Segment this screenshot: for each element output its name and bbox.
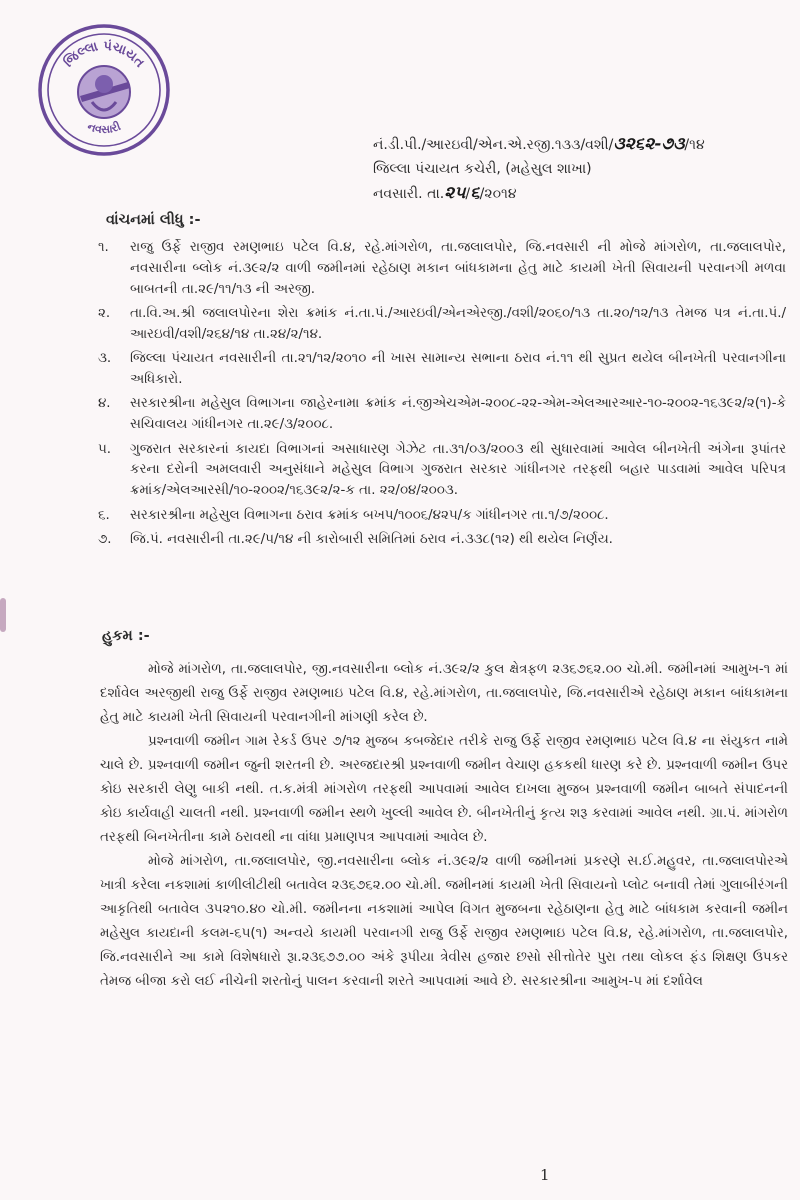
- reference-text: સરકારશ્રીના મહેસુલ વિભાગના ઠરાવ ક્રમાંક બખપ/૧૦૦૬/૪૨૫/ક ગાંધીનગર તા.૧/૭/૨૦૦૮.: [130, 507, 609, 523]
- ref-prefix: નં.ડી.પી./આરઇવી/એન.એ.રજી.૧૩૩/વશી/: [373, 137, 614, 153]
- order-body: [100, 658, 788, 994]
- reference-number-label: ૫.: [98, 441, 112, 457]
- seal-bottom-text: નવસારી: [85, 119, 123, 137]
- reference-text: તા.વિ.અ.શ્રી જલાલપોરના શેરા ક્રમાંક નં.તા.પં./આરઇવી/એનએરજી./વશી/૨૦૬૦/૧૩ તા.૨૦/૧૨/૧૩ તેમજ પત્ર નં.તા.પં./આરઇવી/વશી/૨૬૪/૧૪ તા.૨૪/૨/૧૪.: [130, 305, 786, 342]
- reference-number-label: ૭.: [98, 531, 112, 547]
- order-section-title: હુકમ :-: [102, 628, 150, 644]
- reference-text: જિલ્લા પંચાયત નવસારીની તા.૨૧/૧૨/૨૦૧૦ ની ખાસ સામાન્ય સભાના ઠરાવ નં.૧૧ થી સુપ્રત થયેલ બીનખેતી પરવાનગીના અધિકારો.: [130, 351, 786, 387]
- read-section-title: વાંચનમાં લીધુ :-: [106, 212, 201, 228]
- reference-number-label: ૨.: [98, 305, 111, 321]
- reference-header: [373, 132, 793, 206]
- reference-item: [96, 506, 786, 527]
- order-paragraph: મોજે માંગરોળ, તા.જલાલપોર, જી.નવસારીના બ્લોક નં.૩૯૨/૨ વાળી જમીનમાં પ્રકરણે સ.ઈ.મહુવર, તા.જલાલપોરએ ખાત્રી કરેલા નકશામાં કાળીલીટીથી બતાવેલ ૨૩૬૭૬૨.૦૦ ચો.મી. જમીનમાં કાયમી ખેતી સિવાયનો પ્લોટ બનાવી તેમાં ગુલાબીરંગની આકૃતિથી બતાવેલ ૩૫૨૧૦.૪૦ ચો.મી. જમીનના નકશામાં આપેલ વિગત મુજબના રહેઠાણના હેતુ માટે બાંધકામ કરવાની જમીન મહેસુલ કાયદાની કલમ-૬૫(૧) અન્વયે કાયમી પરવાનગી રાજુ ઉર્ફે રાજીવ રમણભાઇ પટેલ વિ.૪, રહે.માંગરોળ, તા.જલાલપોર, જિ.નવસારીને આ કામે વિશેષધારો રૂા.૨૩૬૭૭.૦૦ અંકે રૂપીયા ત્રેવીસ હજાર છસો સીત્તોતેર પુરા તથા લોકલ ફંડ શિક્ષણ ઉપકર તેમજ બીજા કરો લઈ નીચેની શરતોનું પાલન કરવાની શરતે આપવામાં આવે છે. સરકારશ્રીના આમુખ-૫ માં દર્શાવેલ: [100, 854, 788, 989]
- ref-handwritten-number: ૩૨૬૨-૭૩: [613, 134, 685, 154]
- svg-text:નવસારી: [86, 119, 123, 136]
- issue-date: [373, 181, 793, 206]
- reference-item: [96, 238, 786, 300]
- order-paragraph: પ્રશ્નવાળી જમીન ગામ રેકર્ડ ઉપર ૭/૧૨ મુજબ કબજેદાર તરીકે રાજુ ઉર્ફે રાજીવ રમણભાઇ પટેલ વિ.૪ ના સંયુકત નામે ચાલે છે. પ્રશ્નવાળી જમીન જુની શરતની છે. અરજદારશ્રી પ્રશ્નવાળી જમીન વેચાણ હકકથી ધારણ કરે છે. પ્રશ્નવાળી જમીન ઉપર કોઇ સરકારી લેણુ બાકી નથી. ત.ક.મંત્રી માંગરોળ તરફથી આપવામાં આવેલ દાખલા મુજબ પ્રશ્નવાળી જમીન બાબતે સંપાદનની કોઇ કાર્યવાહી ચાલતી નથી. પ્રશ્નવાળી જમીન સ્થળે ખુલ્લી આવેલ છે. બીનખેતીનું કૃત્ય શરૂ કરવામાં આવેલ નથી. ગ્રા.પં. માંગરોળ તરફથી બિનખેતીના કામે ઠરાવથી ના વાંધા પ્રમાણપત્ર આપવામાં આવેલ છે.: [100, 734, 788, 845]
- office-name: જિલ્લા પંચાયત કચેરી, (મહેસુલ શાખા): [373, 161, 592, 177]
- order-paragraph: મોજે માંગરોળ, તા.જલાલપોર, જી.નવસારીના બ્લોક નં.૩૯૨/૨ કુલ ક્ષેત્રફળ ૨૩૬૭૬૨.૦૦ ચો.મી. જમીનમાં આમુખ-૧ માં દર્શાવેલ અરજીથી રાજુ ઉર્ફે રાજીવ રમણભાઇ પટેલ વિ.૪, રહે.માંગરોળ, તા.જલાલપોર, જિ.નવસારીએ રહેઠાણ મકાન બાંધકામના હેતુ માટે કાયમી ખેતી સિવાયની પરવાનગીની માંગણી કરેલ છે.: [100, 662, 788, 725]
- reference-number-label: ૪.: [98, 396, 111, 412]
- date-day: ૨૫: [444, 183, 466, 203]
- reference-number-label: ૩.: [98, 351, 112, 367]
- reference-text: સરકારશ્રીના મહેસુલ વિભાગના જાહેરનામા ક્રમાંક નં.જીએચએમ-૨૦૦૮-૨૨-એમ-એલઆરઆર-૧૦-૨૦૦૨-૧૬૩૯૨/૨(૧)-કે સચિવાલય ગાંધીનગર તા.૨૯/૩/૨૦૦૮.: [130, 396, 786, 433]
- reference-text: ગુજરાત સરકારનાં કાયદા વિભાગનાં અસાધારણ ગેઝેટ તા.૩૧/૦૩/૨૦૦૩ થી સુધારવામાં આવેલ બીનખેતી અંગેના રૂપાંતર કરના દરોની અમલવારી અનુસંધાને મહેસુલ વિભાગ ગુજરાત સરકાર ગાંધીનગર તરફથી બહાર પાડવામાં આવેલ પરિપત્ર ક્રમાંક/એલઆરસી/૧૦-૨૦૦૨/૧૬૩૯૨/૨-ક તા. ૨૨/૦૪/૨૦૦૩.: [130, 441, 786, 499]
- reference-item: [96, 440, 786, 502]
- date-prefix: નવસારી. તા.: [373, 186, 445, 202]
- seal-top-text: જિલ્લા પંચાયત: [61, 38, 148, 71]
- reference-item: [96, 530, 786, 551]
- references-list: [96, 238, 786, 554]
- reference-number: [373, 132, 793, 157]
- date-separator: /: [465, 186, 471, 202]
- ref-suffix: /૧૪: [684, 137, 705, 153]
- reference-text: રાજુ ઉર્ફે રાજીવ રમણભાઇ પટેલ વિ.૪, રહે.માંગરોળ, તા.જલાલપોર, જિ.નવસારી ની મોજે માંગરોળ, તા.જલાલપોર, નવસારીના બ્લોક નં.૩૯૨/૨ વાળી જમીનમાં રહેઠાણ મકાન બાંધકામના હેતુ માટે કાયમી ખેતી સિવાયની પરવાનગી મળવા બાબતની તા.૨૯/૧૧/૧૩ ની અરજી.: [130, 240, 786, 297]
- date-month: ૬: [470, 183, 480, 203]
- reference-text: જિ.પં. નવસારીની તા.૨૯/૫/૧૪ ની કારોબારી સમિતિમાં ઠરાવ નં.૩૩૮(૧૨) થી થયેલ નિર્ણય.: [130, 531, 613, 547]
- reference-number-label: ૬.: [98, 507, 110, 523]
- seal-icon: [36, 22, 172, 158]
- date-suffix: /૨૦૧૪: [479, 186, 517, 202]
- margin-mark: [0, 598, 6, 632]
- page-number: 1: [540, 1166, 550, 1184]
- reference-item: [96, 304, 786, 346]
- district-panchayat-seal: [36, 22, 172, 158]
- reference-item: [96, 349, 786, 391]
- reference-number-label: ૧.: [98, 240, 109, 255]
- reference-item: [96, 394, 786, 436]
